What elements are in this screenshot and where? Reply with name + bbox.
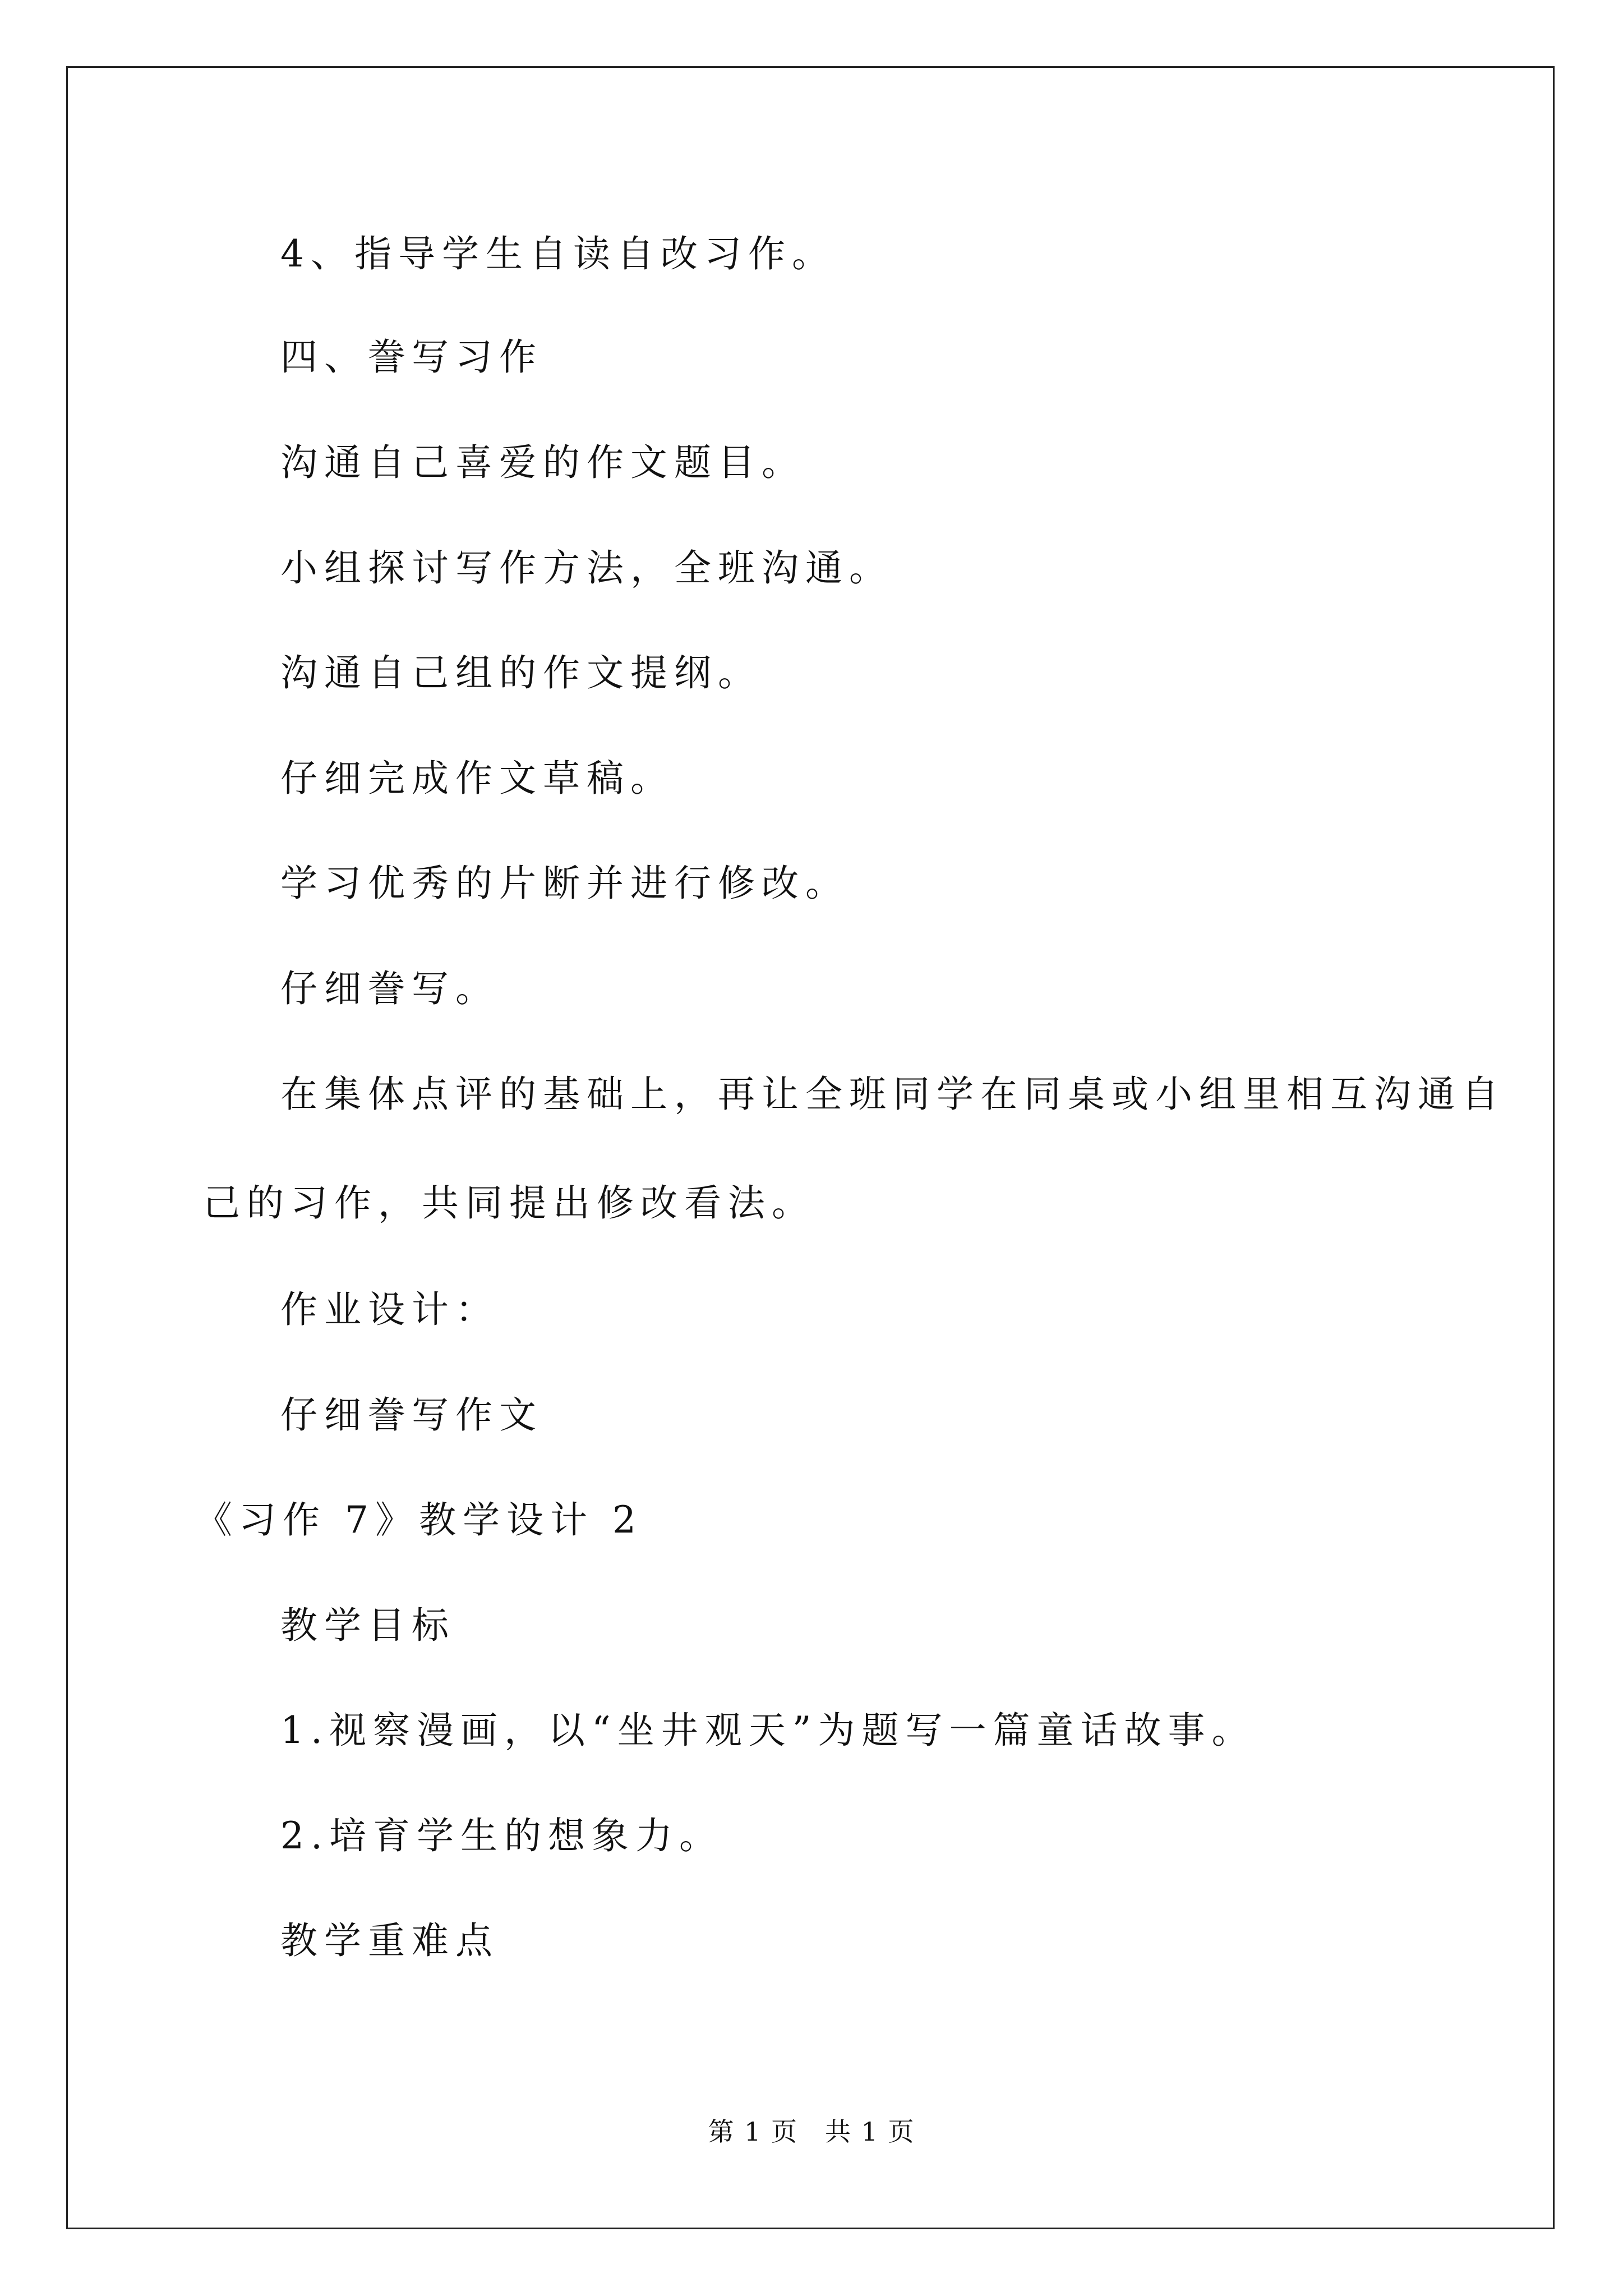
objective-item-2: 2.培育学生的想象力。 [280, 1814, 723, 1857]
paragraph-line-2: 己的习作，共同提出修改看法。 [203, 1181, 815, 1225]
homework-label: 作业设计： [280, 1288, 499, 1331]
paragraph: 沟通自己组的作文提纲。 [280, 651, 762, 694]
paragraph: 仔细誊写作文 [280, 1393, 543, 1437]
objective-item-1: 1.视察漫画，以“坐井观天”为题写一篇童话故事。 [280, 1709, 1256, 1752]
paragraph-step-4: 4、指导学生自读自改习作。 [280, 232, 836, 275]
paragraph-line-1: 在集体点评的基础上，再让全班同学在同桌或小组里相互沟通自 [280, 1073, 1505, 1116]
paragraph: 仔细誊写。 [280, 967, 499, 1010]
page-number-footer: 第 1 页 共 1 页 [708, 2116, 915, 2147]
section-title: 《习作 7》教学设计 2 [195, 1498, 643, 1542]
page-border [66, 66, 1555, 2229]
paragraph: 学习优秀的片断并进行修改。 [280, 862, 849, 905]
subheading-objectives: 教学目标 [280, 1604, 455, 1647]
paragraph: 小组探讨写作方法，全班沟通。 [280, 546, 893, 590]
section-heading-copy-writing: 四、誊写习作 [280, 335, 543, 379]
paragraph: 沟通自己喜爱的作文题目。 [280, 441, 805, 484]
paragraph: 仔细完成作文草稿。 [280, 757, 674, 800]
subheading-key-points: 教学重难点 [280, 1919, 499, 1962]
